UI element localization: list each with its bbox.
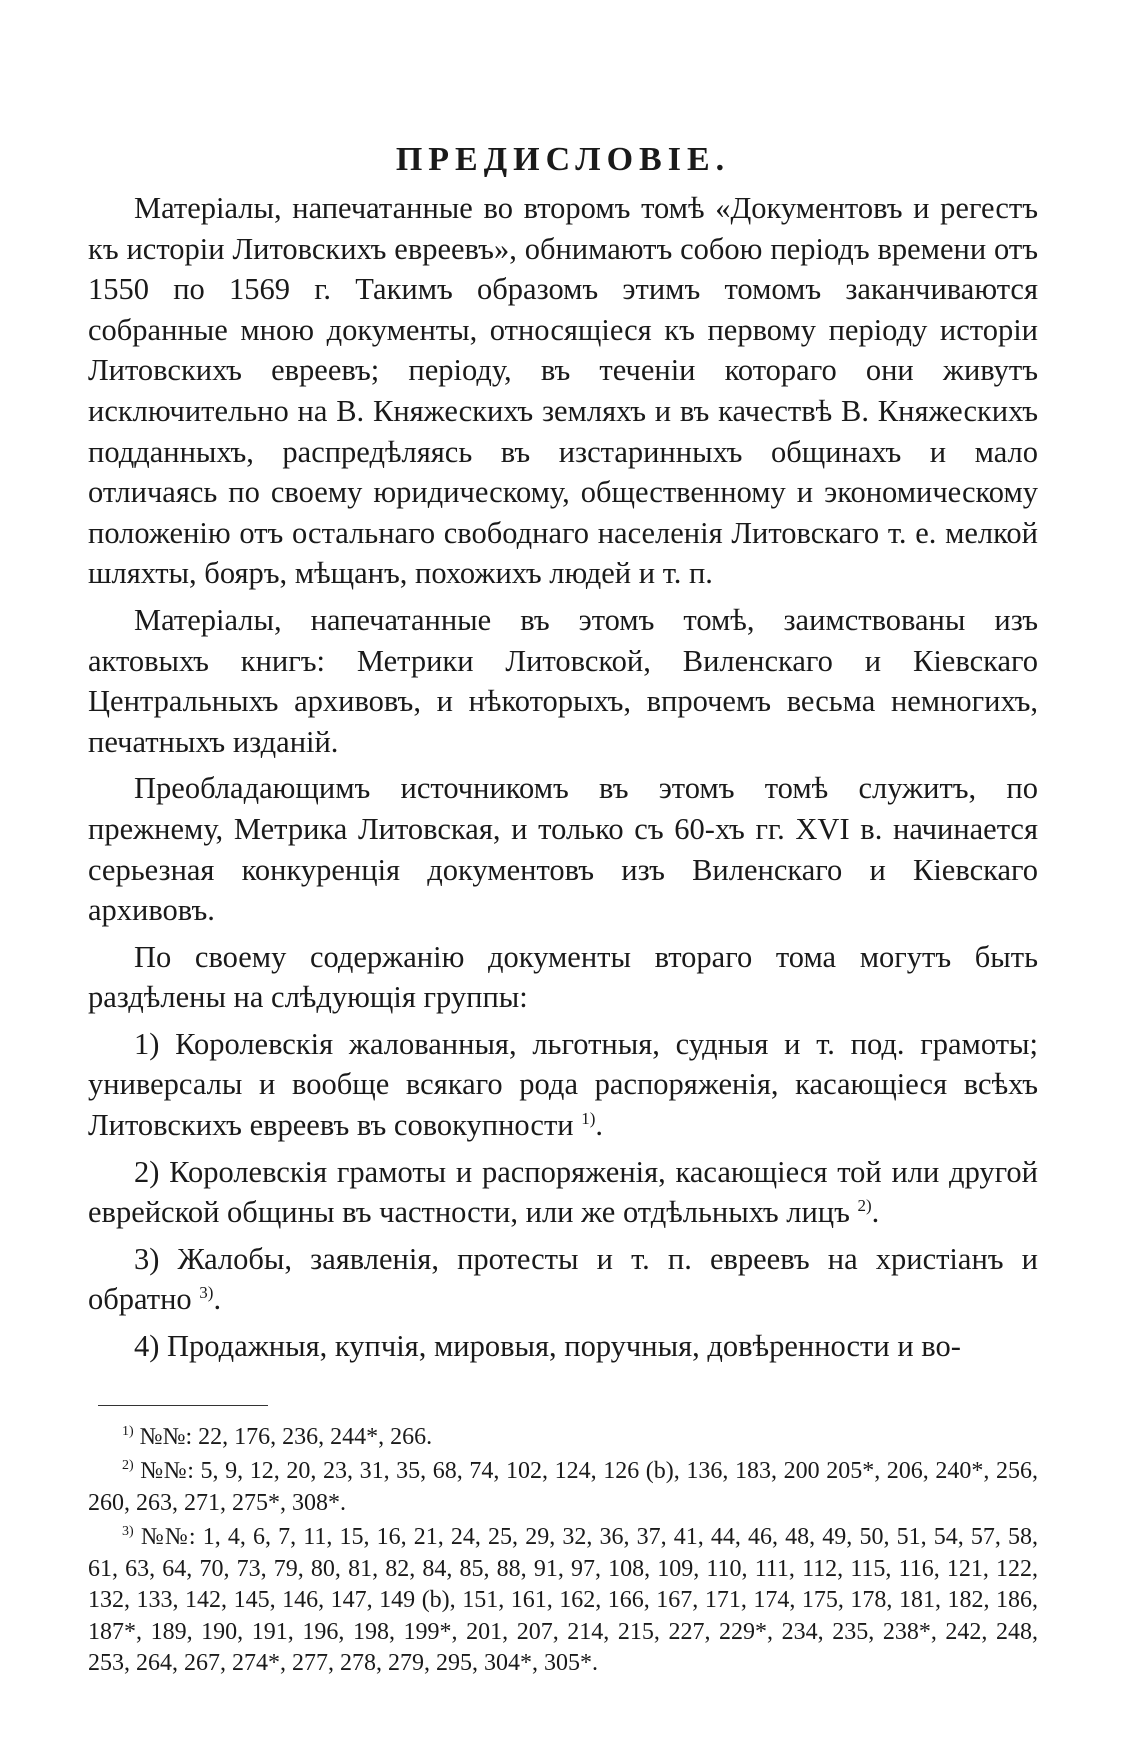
footnote-text: №№: 22, 176, 236, 244*, 266. [139,1423,433,1450]
list-item-text: 1) Королевскія жалованныя, льготныя, судныя и т. под. грамоты; универсалы и вообще всякаго рода распоряженія, касающіеся всѣхъ Литовскихъ евреевъ въ совокупности [88,1026,1038,1143]
footnote-ref: 1) [581,1108,596,1128]
footnote-text: №№: 5, 9, 12, 20, 23, 31, 35, 68, 74, 102, 124, 126 (b), 136, 183, 200 205*, 206, 240*, 256, 260, 263, 271, 275*, 308*. [88,1458,1039,1516]
list-item-text: 3) Жалобы, заявленія, протесты и т. п. евреевъ на христіанъ и обратно [88,1241,1038,1317]
footnote-ref: 3) [199,1283,214,1303]
footnote-2 [88,1456,1038,1519]
footnote-text: №№: 1, 4, 6, 7, 11, 15, 16, 21, 24, 25, 29, 32, 36, 37, 41, 44, 46, 48, 49, 50, 51, 54, 57, 58, 61, 63, 64, 70, 73, 79, 80, 81, 82, 84, 85, 88, 91, 97, 108, 109, 110, 111, 112, 115, 116, 121, 122, 132, 133, 142, 145, 146, 147, 149 (b), 151, 161, 162, 166, 167, 171, 174, 175, 178, 181, 182, 186, 187*, 189, 190, 191, 196, 198, 199*, 201, 207, 214, 215, 227, 229*, 234, 235, 238*, 242, 248, 253, 264, 267, 274*, 277, 278, 279, 295, 304*, 305*. [88,1524,1038,1677]
list-item-4 [88,1326,1038,1367]
footnote-3 [88,1522,1038,1680]
paragraph-2: Матеріалы, напечатанные въ этомъ томѣ, заимствованы изъ актовыхъ книгъ: Метрики Литовской, Виленскаго и Кіевскаго Центральныхъ архивовъ, и нѣкоторыхъ, впрочемъ весьма немногихъ, печатныхъ изданій. [88,602,1038,759]
list-item-text: 4) Продажныя, купчія, мировыя, поручныя, довѣренности и во- [134,1329,961,1364]
list-item-tail: . [213,1282,222,1317]
footnote-divider [98,1405,268,1406]
paragraph-4: По своему содержанію документы втораго тома могутъ быть раздѣлены на слѣдующія группы: [88,939,1038,1015]
footnote-1 [88,1422,1038,1454]
footnote-mark: 2) [122,1458,134,1474]
footnote-mark: 1) [122,1423,134,1439]
paragraph-1: Матеріалы, напечатанные во второмъ томѣ «Документовъ и регестъ къ исторіи Литовскихъ евреевъ», обнимаютъ собою періодъ времени отъ 1550 по 1569 г. Такимъ образомъ этимъ томомъ заканчиваются собранные мною документы, относящіеся къ первому періоду исторіи Литовскихъ евреевъ; періоду, въ теченіи котораго они живутъ исключительно на В. Княжескихъ земляхъ и въ качествѣ В. Княжескихъ подданныхъ, распредѣляясь въ изстаринныхъ общинахъ и мало отличаясь по своему юридическому, общественному и экономическому положенію отъ остальнаго свободнаго населенія Литовскаго т. е. мелкой шляхты, бояръ, мѣщанъ, похожихъ людей и т. п. [88,191,1038,591]
list-item-tail: . [595,1108,604,1143]
page-title: ПРЕДИСЛОВІЕ. [395,141,731,178]
list-item-2 [88,1152,1038,1233]
list-item-text: 2) Королевскія грамоты и распоряженія, касающіеся той или другой еврейской общины въ частности, или же отдѣльныхъ лицъ [88,1154,1038,1230]
footnote-mark: 3) [122,1524,134,1540]
list-item-3 [88,1239,1038,1320]
page [88,130,1038,1683]
list-item-1 [88,1024,1038,1146]
list-item-tail: . [871,1195,880,1230]
paragraph-3: Преобладающимъ источникомъ въ этомъ томѣ служитъ, по прежнему, Метрика Литовская, и только съ 60-хъ гг. XVI в. начинается серьезная конкуренція документовъ изъ Виленскаго и Кіевскаго архивовъ. [88,771,1038,928]
footnote-ref: 2) [857,1196,872,1216]
